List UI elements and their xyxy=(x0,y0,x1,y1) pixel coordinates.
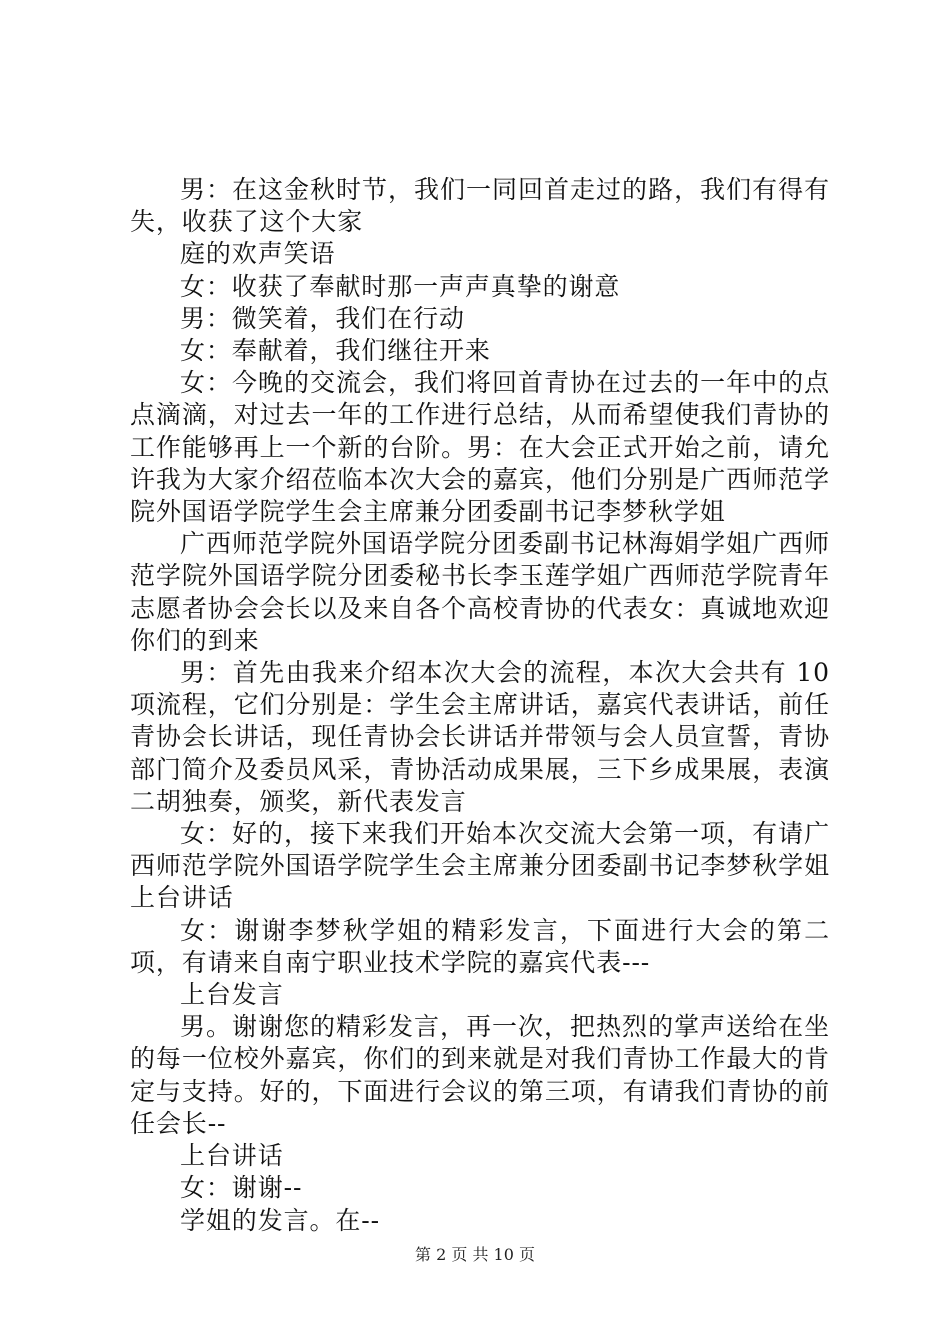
paragraph: 女：谢谢李梦秋学姐的精彩发言，下面进行大会的第二项，有请来自南宁职业技术学院的嘉宾代表--- xyxy=(130,915,830,977)
paragraph: 男：在这金秋时节，我们一同回首走过的路，我们有得有失，收获了这个大家 xyxy=(130,175,830,237)
paragraph: 女：奉献着，我们继往开来 xyxy=(180,336,491,366)
paragraph: 女：今晚的交流会，我们将回首青协在过去的一年中的点点滴滴，对过去一年的工作进行总结，从而希望使我们青协的工作能够再上一个新的台阶。男：在大会正式开始之前，请允许我为大家介绍莅临本次大会的嘉宾，他们分别是广西师范学院外国语学院学生会主席兼分团委副书记李梦秋学姐 xyxy=(130,368,830,527)
paragraph: 男：微笑着，我们在行动 xyxy=(180,303,465,333)
paragraph: 庭的欢声笑语 xyxy=(180,239,336,269)
paragraph: 女：好的，接下来我们开始本次交流大会第一项，有请广西师范学院外国语学院学生会主席兼分团委副书记李梦秋学姐上台讲话 xyxy=(130,819,830,913)
paragraph: 女：谢谢-- xyxy=(180,1173,303,1203)
document-body xyxy=(130,174,839,1237)
paragraph: 上台讲话 xyxy=(180,1141,284,1171)
paragraph: 广西师范学院外国语学院分团委副书记林海娟学姐广西师范学院外国语学院分团委秘书长李玉莲学姐广西师范学院青年志愿者协会会长以及来自各个高校青协的代表女：真诚地欢迎你们的到来 xyxy=(130,529,830,655)
paragraph: 学姐的发言。在-- xyxy=(180,1205,380,1235)
page-footer: 第 2 页 共 10 页 xyxy=(415,1245,535,1264)
paragraph: 男。谢谢您的精彩发言，再一次，把热烈的掌声送给在坐的每一位校外嘉宾，你们的到来就是对我们青协工作最大的肯定与支持。好的，下面进行会议的第三项，有请我们青协的前任会长-- xyxy=(130,1012,830,1138)
paragraph: 男：首先由我来介绍本次大会的流程，本次大会共有 10 项流程，它们分别是：学生会主席讲话，嘉宾代表讲话，前任青协会长讲话，现任青协会长讲话并带领与会人员宣誓，青协部门简介及委员风采，青协活动成果展，三下乡成果展，表演二胡独奏，颁奖，新代表发言 xyxy=(130,658,839,816)
paragraph: 上台发言 xyxy=(180,980,284,1010)
paragraph: 女：收获了奉献时那一声声真挚的谢意 xyxy=(180,271,621,301)
